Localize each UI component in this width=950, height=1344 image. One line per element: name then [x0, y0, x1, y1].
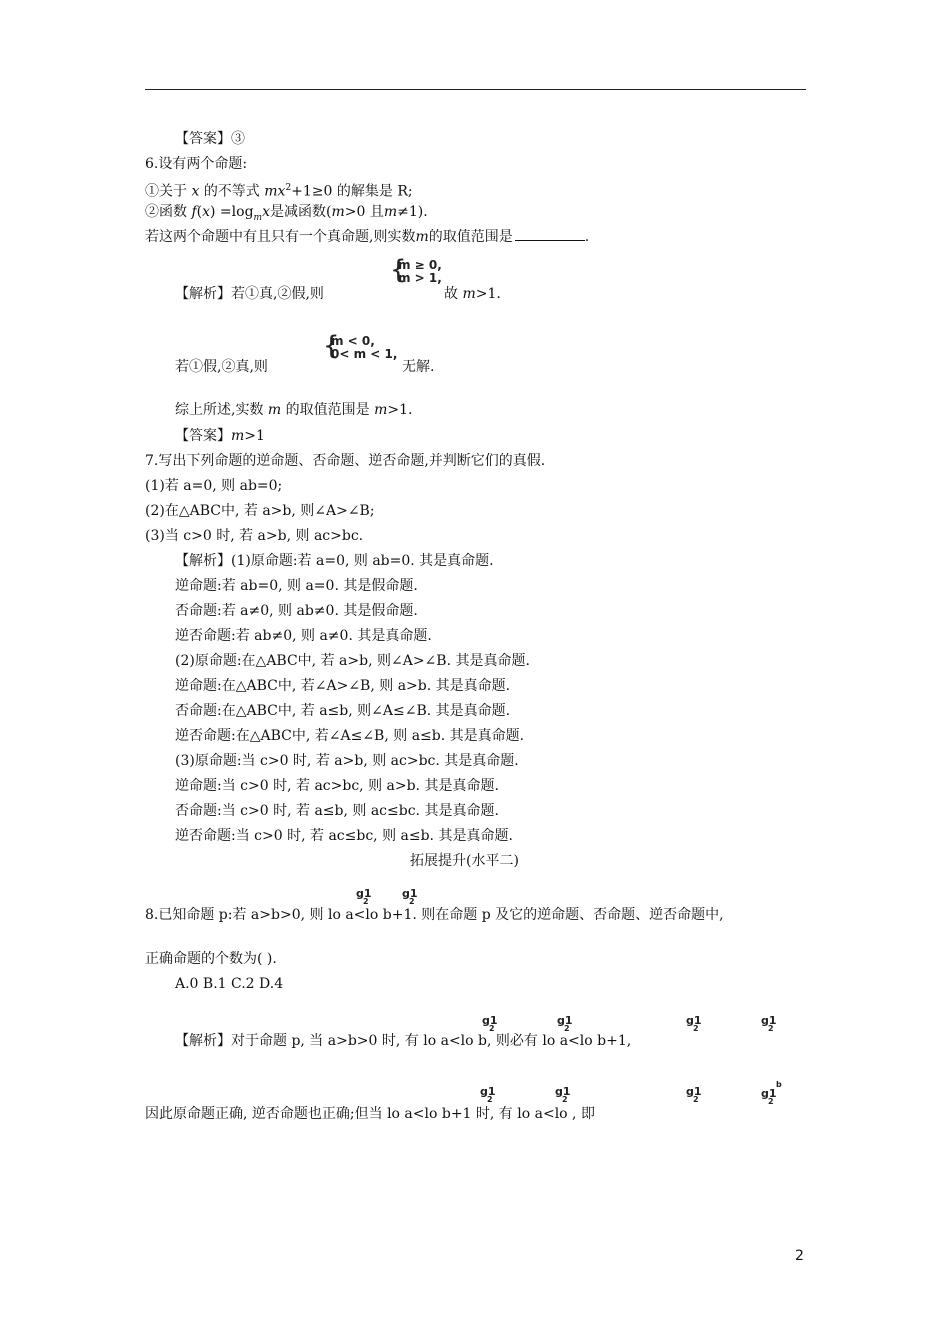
equation-system-2: { m < 0, 0< m < 1, — [323, 331, 398, 361]
analysis-7-line-8: 逆否命题:在△ABC中, 若∠A≤∠B, 则 a≤b. 其是真命题. — [175, 728, 525, 744]
question-6-ask: 若这两个命题中有且只有一个真命题,则实数m的取值范围是 . — [145, 229, 590, 245]
log-base-image: g1 2 — [761, 1014, 777, 1033]
section-heading: 拓展提升(水平二) — [410, 853, 519, 869]
analysis-8-line-1: 【解析】对于命题 p, 当 a>b>0 时, 有 lo a<lo b, 则必有 lo a<lo b+1, — [175, 1033, 632, 1049]
analysis-6-conclusion-1: 故 m>1. — [444, 286, 501, 302]
analysis-6-summary: 综上所述,实数 m 的取值范围是 m>1. — [175, 402, 413, 418]
analysis-7-line-11: 否命题:当 c>0 时, 若 a≤b, 则 ac≤bc. 其是真命题. — [175, 803, 499, 819]
answer-5: 【答案】③ — [175, 131, 245, 147]
analysis-7-line-12: 逆否命题:当 c>0 时, 若 ac≤bc, 则 a≤b. 其是真命题. — [175, 828, 513, 844]
log-base-image: b g1 2 — [761, 1080, 782, 1106]
question-7-title: 7.写出下列命题的逆命题、否命题、逆否命题,并判断它们的真假. — [145, 453, 546, 469]
log-base-image: g1 2 — [686, 1014, 702, 1033]
analysis-7-line-1: 【解析】(1)原命题:若 a=0, 则 ab=0. 其是真命题. — [175, 553, 494, 569]
answer-6: 【答案】m>1 — [175, 428, 265, 444]
log-base-image: g1 2 — [557, 1014, 573, 1033]
analysis-7-line-4: 逆否命题:若 ab≠0, 则 a≠0. 其是真命题. — [175, 628, 432, 644]
analysis-7-line-9: (3)原命题:当 c>0 时, 若 a>b, 则 ac>bc. 其是真命题. — [175, 753, 519, 769]
question-7-item-2: (2)在△ABC中, 若 a>b, 则∠A>∠B; — [145, 503, 375, 519]
question-6-title: 6.设有两个命题: — [145, 156, 248, 172]
question-8-options: A.0 B.1 C.2 D.4 — [175, 976, 284, 992]
header-rule — [145, 89, 806, 90]
log-base-image: g1 2 — [356, 887, 372, 906]
log-base-image: g1 2 — [555, 1085, 571, 1104]
question-7-item-3: (3)当 c>0 时, 若 a>b, 则 ac>bc. — [145, 528, 364, 544]
analysis-6-case-1: 【解析】若①真,②假,则 — [175, 286, 324, 302]
question-6-prop-2: ②函数 $f(x) =\log_mx$是减函数(m>0 且m≠1). — [145, 204, 428, 223]
analysis-7-line-10: 逆命题:当 c>0 时, 若 ac>bc, 则 a>b. 其是真命题. — [175, 778, 499, 794]
analysis-7-line-7: 否命题:在△ABC中, 若 a≤b, 则∠A≤∠B. 其是真命题. — [175, 703, 511, 719]
answer-blank — [515, 228, 585, 241]
log-base-image: g1 2 — [686, 1085, 702, 1104]
log-base-image: g1 2 — [402, 887, 418, 906]
analysis-6-conclusion-2: 无解. — [402, 359, 435, 375]
question-7-item-1: (1)若 a=0, 则 ab=0; — [145, 478, 283, 494]
question-8-ask: 正确命题的个数为( ). — [145, 951, 277, 967]
analysis-7-line-2: 逆命题:若 ab=0, 则 a=0. 其是假命题. — [175, 578, 418, 594]
analysis-7-line-3: 否命题:若 a≠0, 则 ab≠0. 其是假命题. — [175, 603, 418, 619]
log-base-image: g1 2 — [482, 1014, 498, 1033]
analysis-7-line-5: (2)原命题:在△ABC中, 若 a>b, 则∠A>∠B. 其是真命题. — [175, 653, 530, 669]
analysis-8-line-2: 因此原命题正确, 逆否命题也正确;但当 lo a<lo b+1 时, 有 lo a<lo , 即 — [145, 1106, 595, 1122]
analysis-7-line-6: 逆命题:在△ABC中, 若∠A>∠B, 则 a>b. 其是真命题. — [175, 678, 511, 694]
question-6-prop-1: ①关于 x 的不等式 $mx^2+1\ge 0$ 的解集是 R; — [145, 183, 413, 200]
log-base-image: g1 2 — [480, 1085, 496, 1104]
question-8-title: 8.已知命题 p:若 a>b>0, 则 lo a<lo b+1. 则在命题 p 及它的逆命题、否命题、逆否命题中, — [145, 907, 724, 923]
equation-system-1: { m ≥ 0, m > 1, — [390, 255, 442, 285]
analysis-6-case-2: 若①假,②真,则 — [175, 359, 268, 375]
page-number: 2 — [795, 1248, 804, 1264]
